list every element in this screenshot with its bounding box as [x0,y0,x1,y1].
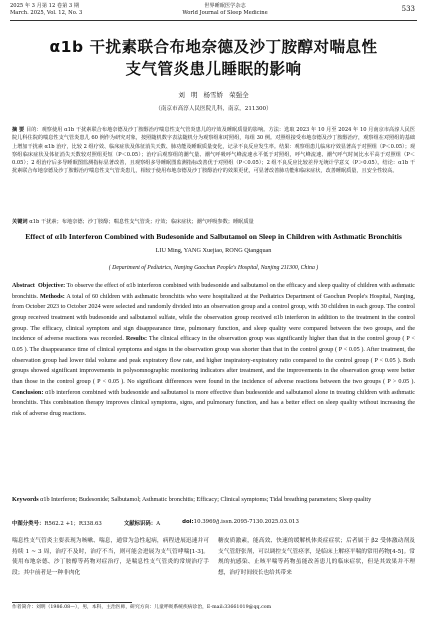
doi[interactable] [182,519,299,527]
page-number: 533 [401,5,415,13]
journal-name [160,3,290,17]
conclusion-label: Conclusion: [12,389,44,396]
affiliation-cn: （南京市高淳人民医院儿科，南京，211300） [155,106,272,112]
doi-value: 10.3969/j.issn.2095-7130.2025.03.013 [193,519,299,525]
article-title-cn [10,36,417,80]
objective-text: To observe the effect of α1b interferon combined with budesonide and salbutamol on the efficacy and sleep quality of children with asthmatic bronchitis. [12,283,415,300]
abstract-cn [12,126,415,176]
footnote-divider [12,602,132,603]
document-code [124,519,160,527]
authors-en: LIU Ming, YANG Xuejiao, RONG Qiangquan [155,247,272,254]
body-column-right: 糖皮质激素，能高效、快速的缓解机体炎症症状；后者属于 β2 受体激动剂及支气管舒张剂，可以调控支气管痉挛，是临床上解痉平喘的常用药物[4-5]。常规的抗感染、止咳平喘等药物虽能改善患儿的临床症状，但是其效果并不理想，治疗时间较长也给其带来 [218,538,415,576]
journal-name-cn: 世界睡眠医学杂志 [204,3,246,9]
author-footnote: 作者简介：刘明（1986.08—），男，本科，主治医师，研究方向：儿童呼吸系统疾病诊治，E-mail:33661019@qq.com [12,605,272,610]
issue-info [10,3,82,17]
keywords-en-label: Keywords [12,497,39,503]
authors-cn: 刘 明 杨雪娇 荣强全 [178,91,249,99]
abstract-cn-label: 摘 要 [12,127,25,133]
issue-info-en: March. 2025, Vol. 12, No. 3 [10,10,83,16]
keywords-cn [12,218,415,225]
title-cn-line1: α1b 干扰素联合布地奈德及沙丁胺醇对喘息性 [49,38,378,56]
abstract-cn-text: 目的：观察使用 α1b 干扰素联合布地奈德及沙丁胺醇治疗喘息性支气管炎患儿的疗效及睡眠质量的影响。方法：选取 2023 年 10 月至 2024 年 10 月南京市高淳人民医院儿科住院的喘息性支气管炎患儿 60 例作为研究对象，按照随机数字表法随机分为观察组和对照组，每组 30 例。对照组接受布地奈德及沙丁胺醇治疗，观察组在对照组的基础上增加干扰素 α1b 治疗，比较 2 组疗效、临床症状及体征消失天数、肺功能及睡眠质量变化，记录不良反应发生率。结果：观察组患儿临床疗效显著高于对照组（P＜0.05）；观察组临床症状及体征消失天数较对照组更短（P＜0.05）；治疗后观察组的潮气量、潮气呼吸呼气峰流速水平低于对照组，呼气峰流速、潮气呼气时间比水平高于对照组（P＜0.05）；2 组治疗后多导睡眠图监测指标显著改善，且观察组多导睡眠图监测指标改善优于对照组（P＜0.05）；2 组不良反应比较差异无统计学意义（P＞0.05）。结论：α1b 干扰素联合布地奈德及沙丁胺醇治疗喘息性支气管炎患儿，相较于使用布地奈德及沙丁胺醇治疗的效果更优，可显著改善肺功能和临床症状，改善睡眠质量，且安全性较高。 [12,127,415,175]
issue-info-cn: 2025 年 3 月第 12 卷第 3 期 [10,3,80,9]
keywords-en [12,495,415,506]
keywords-en-text: α1b Interferon; Budesonide; Salbutamol; Asthmatic bronchitis; Efficacy; Clinical symptoms; Tidal breathing parameters; Sleep quality [40,497,372,503]
article-title-en: Effect of α1b Interferon Combined with Budesonide and Salbutamol on Sleep in Children with Asthmatic Bronchitis [25,232,402,241]
keywords-cn-text: α1b 干扰素；布地奈德；沙丁胺醇；喘息性支气管炎；疗效；临床症状；潮气呼吸参数；睡眠质量 [29,219,254,225]
clc-number [12,519,102,527]
methods-label: Methods: [39,293,65,300]
doc-code-label: 文献标识码： [123,521,157,527]
keywords-cn-label: 关键词 [12,219,28,225]
conclusion-text: α1b interferon combined with budesonide and salbutamol is more effective than budesonide and salbutamol alone in treating children with asthmatic bronchitis. This combination therapy improves clinical symptoms, signs, and pulmonary function, and has a better effect on sleep quality without increasing the risk of adverse drug reactions. [12,389,415,417]
abstract-en-label: Abstract [12,283,35,289]
objective-label: Objective: [37,283,66,289]
results-label: Results: [125,336,148,343]
running-header [10,3,417,25]
body-column-left: 喘息性支气管炎主要表现为咳嗽、喘息，通常为急性起病，病程进展迅速并可持续 1 ~ 3 周，治疗不及时，治疗不当，则可能会进展为支气管哮喘[1-3]。使用布地奈德、沙丁胺醇等药物对症治疗，是喘息性支气管炎的常规治疗手段；其中前者是一种非肉化 [12,538,209,576]
title-cn-line2: 支气管炎患儿睡眠的影响 [125,60,302,78]
affiliation-en: ( Department of Pediatrics, Nanjing Gaochun People's Hospital, Nanjing 211300, China ) [108,265,319,271]
results-text: The clinical efficacy in the observation group was significantly higher than that in the control group ( P < 0.05 ). The disappearance time of clinical symptoms and signs in the observation group was shorter than that in the control group ( P < 0.05 ). After treatment, the observation group had lower tidal volume and peak expiratory flow rate, and higher inspiratory-expiratory ratio compared to the control group ( P < 0.05 ). Both groups showed significant improvements in polysomnographic monitoring indicators after treatment, and the improvements in the observation group were better than those in the control group ( P < 0.05 ). No significant differences were found in the incidence of adverse reactions between the two groups ( P > 0.05 ). [12,336,415,385]
doi-label: doi: [182,519,194,525]
doc-code-value: A [156,521,161,527]
abstract-en [12,281,415,420]
clc-value: R562.2 +1；R338.63 [44,521,102,527]
classification-line [12,519,415,527]
journal-name-en: World Journal of Sleep Medicine [182,10,268,16]
methods-text: A total of 60 children with asthmatic bronchitis who were hospitalized at the Pediatrics Department of Gaochun People's Hospital, Nanjing, from October 2023 to October 2024 were selected and randomly divided into an observation group and a control group, with 30 children in each group. The control group received treatment with budesonide and salbutamol sulfate, while the observation group received α1b interferon in addition to the treatment in the control group. The efficacy, clinical symptom and sign disappearance time, pulmonary function, and sleep quality were compared between the two groups, and the incidence of adverse reactions was recorded. [12,293,415,343]
header-divider [10,20,417,21]
clc-label: 中图分类号： [12,521,45,527]
